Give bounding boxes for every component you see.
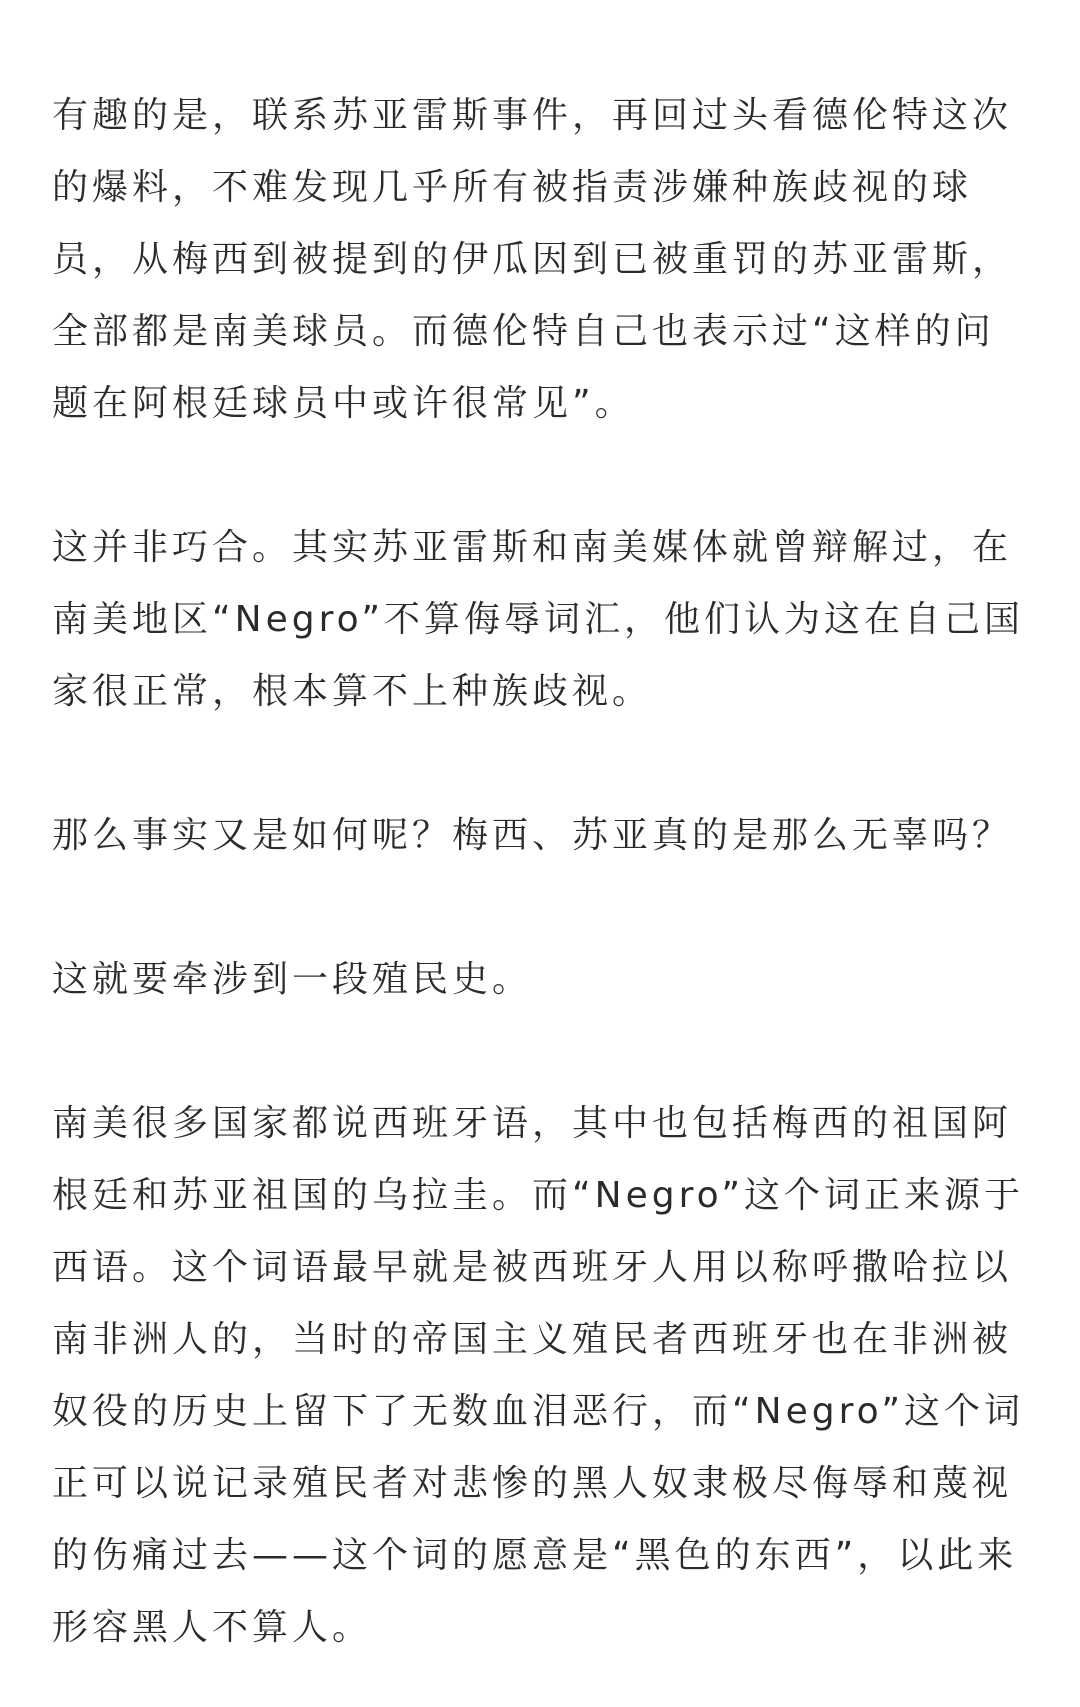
paragraph-1: 有趣的是，联系苏亚雷斯事件，再回过头看德伦特这次的爆料，不难发现几乎所有被指责涉嫌种族歧视的球员，从梅西到被提到的伊瓜因到已被重罚的苏亚雷斯，全部都是南美球员。而德伦特自己也表示过“这样的问题在阿根廷球员中或许很常见”。	[52, 95, 1013, 424]
paragraph-2: 这并非巧合。其实苏亚雷斯和南美媒体就曾辩解过，在南美地区“Negro”不算侮辱词汇，他们认为这在自己国家很正常，根本算不上种族歧视。	[52, 527, 1024, 712]
paragraph-5: 南美很多国家都说西班牙语，其中也包括梅西的祖国阿根廷和苏亚祖国的乌拉圭。而“Negro”这个词正来源于西语。这个词语最早就是被西班牙人用以称呼撒哈拉以南非洲人的，当时的帝国主义殖民者西班牙也在非洲被奴役的历史上留下了无数血泪恶行，而“Negro”这个词正可以说记录殖民者对悲惨的黑人奴隶极尽侮辱和蔑视的伤痛过去——这个词的愿意是“黑色的东西”，以此来形容黑人不算人。	[52, 1103, 1024, 1648]
article-body	[52, 80, 1032, 1664]
paragraph-3: 那么事实又是如何呢？梅西、苏亚真的是那么无辜吗？	[52, 815, 1013, 856]
paragraph-4: 这就要牵涉到一段殖民史。	[52, 959, 533, 1000]
